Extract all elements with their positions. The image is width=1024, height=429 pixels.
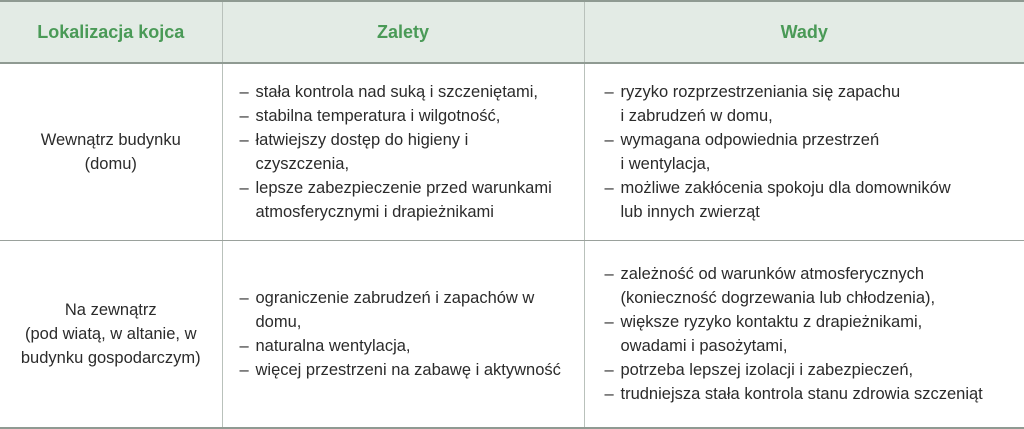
location-line: Wewnątrz budynku	[0, 128, 222, 152]
location-line: (pod wiatą, w altanie, w	[0, 322, 222, 346]
list-item-line: – łatwiejszy dostęp do higieny i	[256, 128, 584, 152]
header-cons: Wady	[584, 1, 1024, 63]
list-item-line: lub innych zwierząt	[621, 200, 1024, 224]
list-item-line: i zabrudzeń w domu,	[621, 104, 1024, 128]
cons-list	[585, 262, 1024, 406]
list-item-line: – większe ryzyko kontaktu z drapieżnikami,	[621, 310, 1024, 334]
pros-list	[223, 80, 584, 224]
list-item-line: – możliwe zakłócenia spokoju dla domowników	[621, 176, 1024, 200]
list-item	[605, 310, 1024, 358]
list-item-line: owadami i pasożytami,	[621, 334, 1024, 358]
table-row	[0, 63, 1024, 241]
list-item	[240, 358, 584, 382]
cons-list	[585, 80, 1024, 224]
list-item-line: – ryzyko rozprzestrzeniania się zapachu	[621, 80, 1024, 104]
header-pros: Zalety	[222, 1, 584, 63]
list-item	[240, 286, 584, 334]
list-item-line: – zależność od warunków atmosferycznych	[621, 262, 1024, 286]
list-item	[240, 80, 584, 104]
list-item	[605, 80, 1024, 128]
list-item-line: (konieczność dogrzewania lub chłodzenia),	[621, 286, 1024, 310]
list-item-line: – stabilna temperatura i wilgotność,	[256, 104, 584, 128]
pros-cell	[222, 63, 584, 241]
list-item-line: – lepsze zabezpieczenie przed warunkami	[256, 176, 584, 200]
location-line: Na zewnątrz	[0, 298, 222, 322]
pros-list	[223, 286, 584, 382]
location-line: (domu)	[0, 152, 222, 176]
pros-cell	[222, 241, 584, 429]
list-item	[240, 334, 584, 358]
list-item-line: – potrzeba lepszej izolacji i zabezpieczeń,	[621, 358, 1024, 382]
list-item-line: i wentylacja,	[621, 152, 1024, 176]
list-item	[240, 176, 584, 224]
list-item-line: – naturalna wentylacja,	[256, 334, 584, 358]
list-item-line: – trudniejsza stała kontrola stanu zdrowia szczeniąt	[621, 382, 1024, 406]
location-cell	[0, 63, 222, 241]
list-item-line: czyszczenia,	[256, 152, 584, 176]
cons-cell	[584, 63, 1024, 241]
list-item-line: – stała kontrola nad suką i szczeniętami,	[256, 80, 584, 104]
list-item	[605, 128, 1024, 176]
list-item-line: – wymagana odpowiednia przestrzeń	[621, 128, 1024, 152]
location-line: budynku gospodarczym)	[0, 346, 222, 370]
table-body	[0, 63, 1024, 428]
table-row	[0, 241, 1024, 429]
list-item	[605, 382, 1024, 406]
list-item	[240, 128, 584, 176]
header-location: Lokalizacja kojca	[0, 1, 222, 63]
list-item	[605, 358, 1024, 382]
cons-cell	[584, 241, 1024, 429]
list-item-line: – ograniczenie zabrudzeń i zapachów w	[256, 286, 584, 310]
list-item-line: domu,	[256, 310, 584, 334]
list-item	[240, 104, 584, 128]
list-item	[605, 262, 1024, 310]
table-header	[0, 1, 1024, 63]
header-row	[0, 1, 1024, 63]
list-item	[605, 176, 1024, 224]
location-cell	[0, 241, 222, 429]
list-item-line: – więcej przestrzeni na zabawę i aktywność	[256, 358, 584, 382]
list-item-line: atmosferycznymi i drapieżnikami	[256, 200, 584, 224]
